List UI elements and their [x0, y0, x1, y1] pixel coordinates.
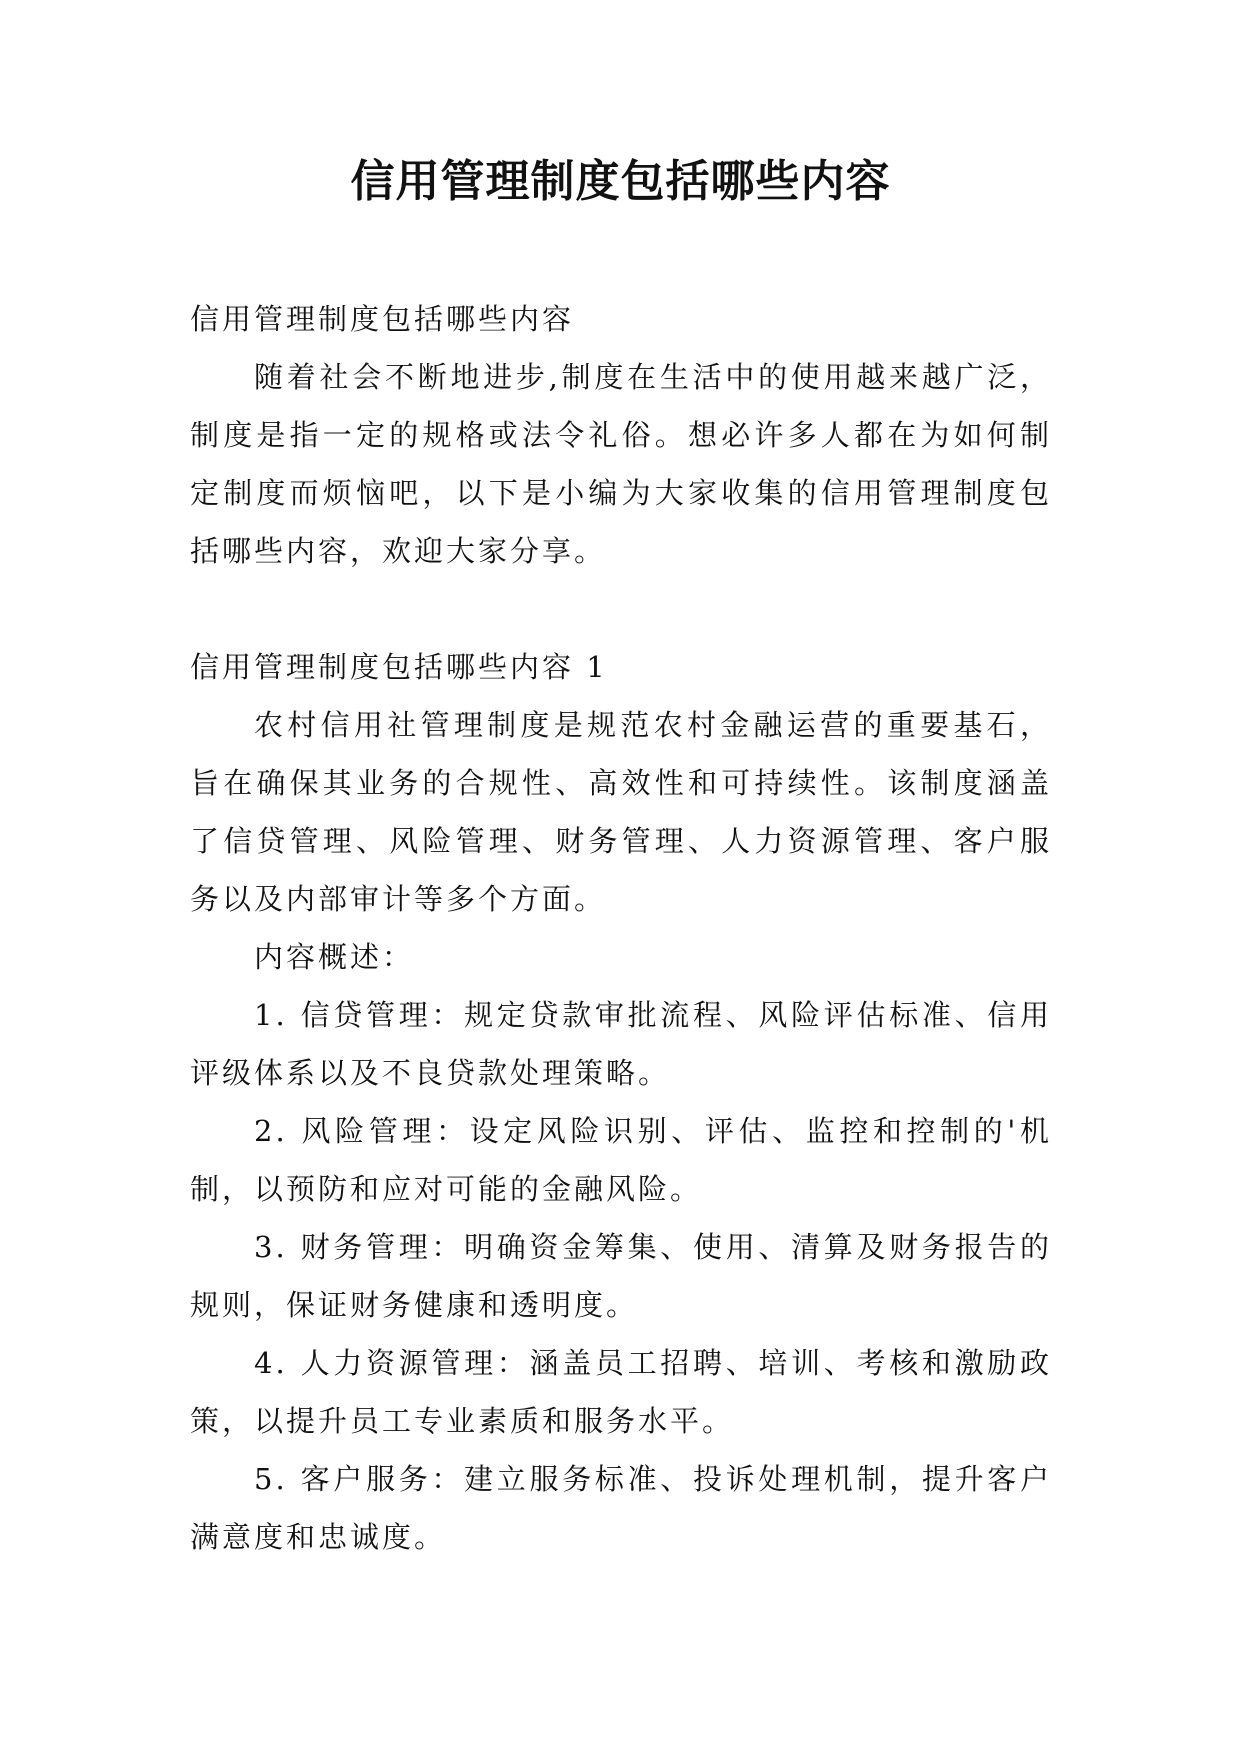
document-title: 信用管理制度包括哪些内容	[350, 156, 891, 207]
document-body	[190, 290, 1052, 1566]
list-item: 3. 财务管理：明确资金筹集、使用、清算及财务报告的规则，保证财务健康和透明度。	[190, 1230, 1052, 1322]
paragraph: 农村信用社管理制度是规范农村金融运营的重要基石，旨在确保其业务的合规性、高效性和可持续性。该制度涵盖了信贷管理、风险管理、财务管理、人力资源管理、客户服务以及内部审计等多个方面。	[190, 708, 1052, 916]
list-item: 5. 客户服务：建立服务标准、投诉处理机制，提升客户满意度和忠诚度。	[190, 1462, 1052, 1554]
paragraph: 内容概述：	[254, 940, 415, 974]
list-item: 4. 人力资源管理：涵盖员工招聘、培训、考核和激励政策，以提升员工专业素质和服务水平。	[190, 1346, 1052, 1438]
list-item: 1. 信贷管理：规定贷款审批流程、风险评估标准、信用评级体系以及不良贷款处理策略。	[190, 998, 1052, 1090]
paragraph: 随着社会不断地进步,制度在生活中的使用越来越广泛，制度是指一定的规格或法令礼俗。想必许多人都在为如何制定制度而烦恼吧，以下是小编为大家收集的信用管理制度包括哪些内容，欢迎大家分享。	[190, 360, 1052, 568]
paragraph: 信用管理制度包括哪些内容	[190, 302, 575, 336]
list-item: 2. 风险管理：设定风险识别、评估、监控和控制的'机制，以预防和应对可能的金融风险。	[190, 1114, 1052, 1206]
section-heading: 信用管理制度包括哪些内容 1	[190, 650, 608, 684]
